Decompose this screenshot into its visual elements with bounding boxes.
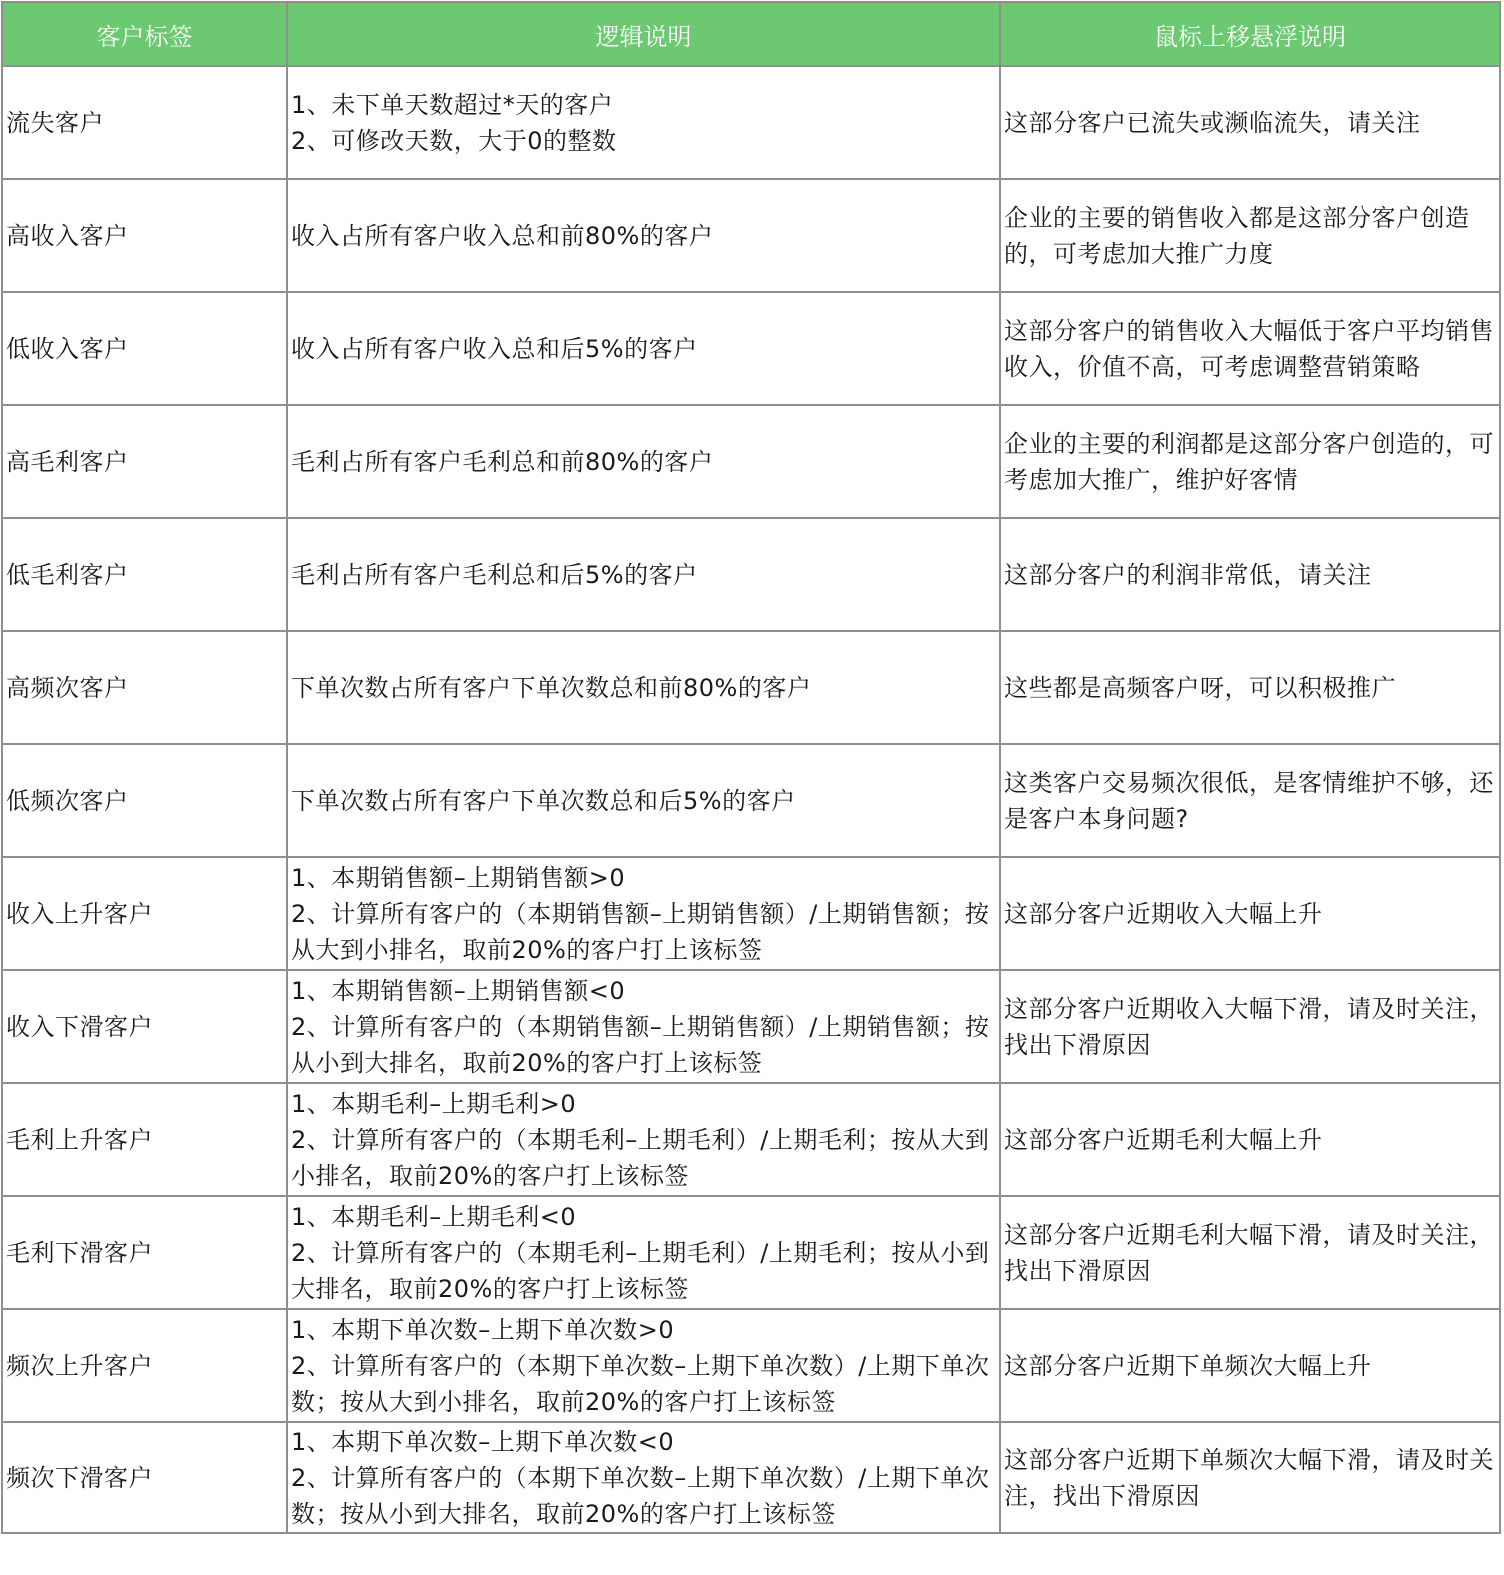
customer-tag-cell: 收入下滑客户 (2, 970, 287, 1083)
customer-tag-cell: 高频次客户 (2, 631, 287, 744)
hover-description-cell: 这部分客户的销售收入大幅低于客户平均销售收入，价值不高，可考虑调整营销策略 (1000, 292, 1500, 405)
table-row (2, 1309, 1500, 1422)
logic-cell (287, 1196, 1000, 1309)
customer-tag-table (1, 1, 1501, 1534)
logic-line: 2、计算所有客户的（本期下单次数–上期下单次数）/上期下单次数；按从小到大排名，取前20%的客户打上该标签 (291, 1463, 990, 1528)
header-logic-description: 逻辑说明 (287, 2, 1000, 66)
hover-description-cell: 这些都是高频客户呀，可以积极推广 (1000, 631, 1500, 744)
hover-description-cell: 这部分客户近期毛利大幅上升 (1000, 1083, 1500, 1196)
logic-cell (287, 970, 1000, 1083)
logic-cell (287, 179, 1000, 292)
table-header-row (2, 2, 1500, 66)
table-row (2, 405, 1500, 518)
customer-tag-cell: 低频次客户 (2, 744, 287, 857)
logic-cell (287, 1309, 1000, 1422)
logic-line: 2、计算所有客户的（本期销售额–上期销售额）/上期销售额；按从小到大排名，取前20%的客户打上该标签 (291, 1012, 990, 1077)
table-row (2, 1083, 1500, 1196)
logic-line: 2、可修改天数，大于0的整数 (291, 126, 617, 155)
customer-tag-cell: 频次上升客户 (2, 1309, 287, 1422)
table-row (2, 518, 1500, 631)
hover-description-cell: 这类客户交易频次很低，是客情维护不够，还是客户本身问题? (1000, 744, 1500, 857)
logic-line: 下单次数占所有客户下单次数总和前80%的客户 (291, 673, 812, 702)
header-customer-tag: 客户标签 (2, 2, 287, 66)
hover-description-cell: 这部分客户近期下单频次大幅上升 (1000, 1309, 1500, 1422)
logic-line: 毛利占所有客户毛利总和前80%的客户 (291, 447, 714, 476)
hover-description-cell: 这部分客户已流失或濒临流失，请关注 (1000, 66, 1500, 179)
logic-cell (287, 292, 1000, 405)
logic-line: 收入占所有客户收入总和后5%的客户 (291, 334, 698, 363)
hover-description-cell: 企业的主要的利润都是这部分客户创造的，可考虑加大推广，维护好客情 (1000, 405, 1500, 518)
customer-tag-cell: 高毛利客户 (2, 405, 287, 518)
logic-cell (287, 744, 1000, 857)
hover-description-cell: 企业的主要的销售收入都是这部分客户创造的，可考虑加大推广力度 (1000, 179, 1500, 292)
table-row (2, 66, 1500, 179)
logic-cell (287, 857, 1000, 970)
logic-line: 2、计算所有客户的（本期毛利–上期毛利）/上期毛利；按从小到大排名，取前20%的客户打上该标签 (291, 1238, 990, 1303)
logic-line: 1、本期销售额–上期销售额<0 (291, 976, 626, 1005)
customer-tag-cell: 收入上升客户 (2, 857, 287, 970)
logic-cell (287, 405, 1000, 518)
customer-tag-cell: 毛利下滑客户 (2, 1196, 287, 1309)
customer-tag-cell: 频次下滑客户 (2, 1422, 287, 1533)
customer-tag-cell: 流失客户 (2, 66, 287, 179)
logic-cell (287, 66, 1000, 179)
logic-line: 1、本期毛利–上期毛利>0 (291, 1089, 577, 1118)
table-row (2, 857, 1500, 970)
table-row (2, 179, 1500, 292)
customer-tag-cell: 高收入客户 (2, 179, 287, 292)
table-row (2, 1196, 1500, 1309)
header-hover-description: 鼠标上移悬浮说明 (1000, 2, 1500, 66)
logic-line: 1、未下单天数超过*天的客户 (291, 90, 614, 119)
table-row (2, 631, 1500, 744)
logic-line: 下单次数占所有客户下单次数总和后5%的客户 (291, 786, 796, 815)
table-row (2, 970, 1500, 1083)
customer-tag-cell: 低毛利客户 (2, 518, 287, 631)
logic-line: 2、计算所有客户的（本期毛利–上期毛利）/上期毛利；按从大到小排名，取前20%的客户打上该标签 (291, 1125, 990, 1190)
hover-description-cell: 这部分客户的利润非常低，请关注 (1000, 518, 1500, 631)
logic-line: 1、本期毛利–上期毛利<0 (291, 1202, 577, 1231)
hover-description-cell: 这部分客户近期收入大幅上升 (1000, 857, 1500, 970)
logic-line: 1、本期销售额–上期销售额>0 (291, 863, 626, 892)
table-row (2, 292, 1500, 405)
logic-cell (287, 1083, 1000, 1196)
logic-line: 2、计算所有客户的（本期下单次数–上期下单次数）/上期下单次数；按从大到小排名，取前20%的客户打上该标签 (291, 1351, 990, 1416)
logic-line: 毛利占所有客户毛利总和后5%的客户 (291, 560, 698, 589)
logic-cell (287, 518, 1000, 631)
logic-line: 2、计算所有客户的（本期销售额–上期销售额）/上期销售额；按从大到小排名，取前20%的客户打上该标签 (291, 899, 990, 964)
logic-line: 收入占所有客户收入总和前80%的客户 (291, 221, 714, 250)
hover-description-cell: 这部分客户近期收入大幅下滑，请及时关注，找出下滑原因 (1000, 970, 1500, 1083)
logic-line: 1、本期下单次数–上期下单次数<0 (291, 1427, 675, 1456)
logic-cell (287, 1422, 1000, 1533)
customer-tag-cell: 毛利上升客户 (2, 1083, 287, 1196)
hover-description-cell: 这部分客户近期下单频次大幅下滑，请及时关注，找出下滑原因 (1000, 1422, 1500, 1533)
table-row (2, 744, 1500, 857)
logic-cell (287, 631, 1000, 744)
table-row (2, 1422, 1500, 1533)
hover-description-cell: 这部分客户近期毛利大幅下滑，请及时关注，找出下滑原因 (1000, 1196, 1500, 1309)
logic-line: 1、本期下单次数–上期下单次数>0 (291, 1315, 675, 1344)
customer-tag-cell: 低收入客户 (2, 292, 287, 405)
